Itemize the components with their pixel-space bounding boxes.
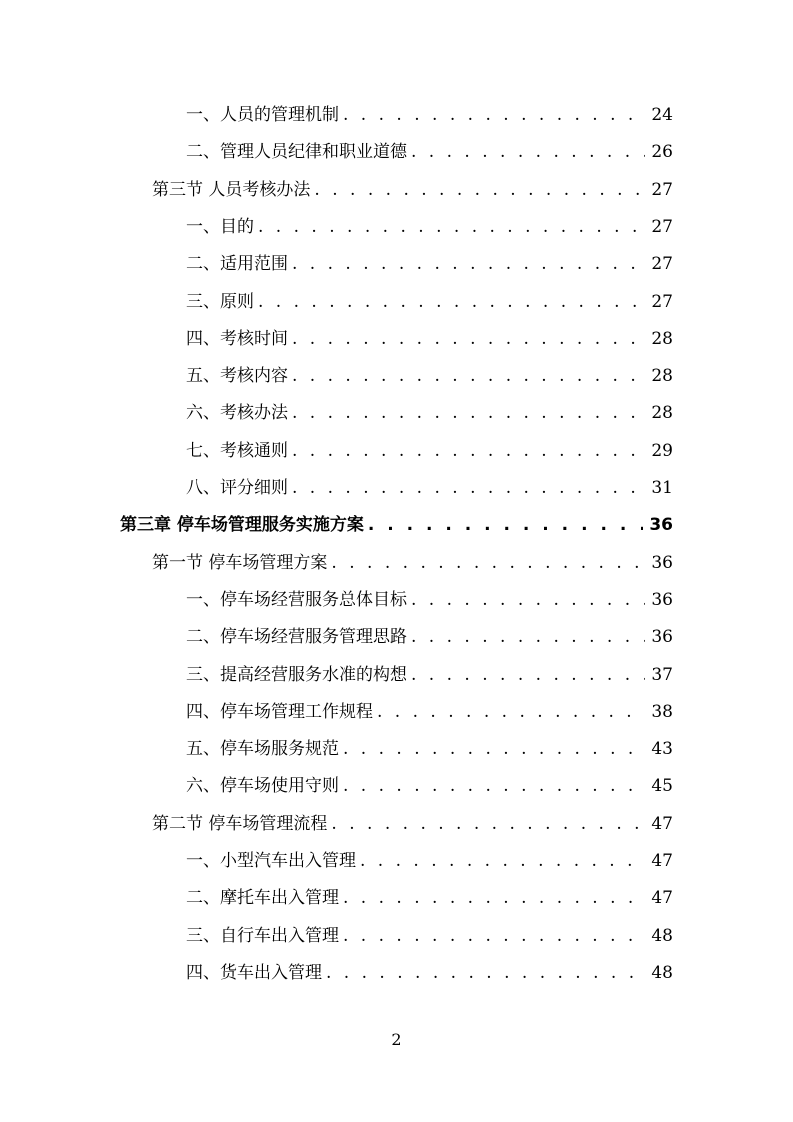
toc-entry-title: 第三节 人员考核办法 <box>152 179 311 200</box>
toc-dot-leader <box>331 548 645 578</box>
toc-entry-title: 三、自行车出入管理 <box>186 925 339 946</box>
toc-dot-leader <box>360 846 645 876</box>
toc-entry-page: 45 <box>651 776 673 797</box>
toc-dot-leader <box>343 921 645 951</box>
toc-entry-title: 六、停车场使用守则 <box>186 776 339 797</box>
toc-entry-title: 四、考核时间 <box>186 328 288 349</box>
toc-item-entry[interactable] <box>186 921 673 951</box>
toc-entry-title: 第三章 停车场管理服务实施方案 <box>120 515 364 536</box>
toc-entry-title: 二、摩托车出入管理 <box>186 888 339 909</box>
toc-entry-title: 七、考核通则 <box>186 440 288 461</box>
toc-entry-page: 36 <box>649 515 673 536</box>
toc-entry-title: 第一节 停车场管理方案 <box>152 552 328 573</box>
toc-dot-leader <box>292 361 645 391</box>
toc-entry-page: 43 <box>651 739 673 760</box>
toc-dot-leader <box>331 809 645 839</box>
toc-dot-leader <box>343 100 645 130</box>
toc-dot-leader <box>343 771 645 801</box>
toc-entry-page: 24 <box>651 105 673 125</box>
toc-entry-page: 31 <box>651 478 673 498</box>
toc-dot-leader <box>411 585 645 615</box>
toc-section-entry[interactable] <box>152 548 673 578</box>
toc-entry-title: 第二节 停车场管理流程 <box>152 813 328 834</box>
toc-entry-title: 一、小型汽车出入管理 <box>186 851 356 871</box>
toc-item-entry[interactable] <box>186 622 673 652</box>
toc-entry-page: 47 <box>651 888 673 909</box>
toc-entry-title: 三、原则 <box>186 291 254 312</box>
toc-entry-title: 四、货车出入管理 <box>186 962 322 983</box>
toc-entry-page: 48 <box>651 925 673 946</box>
toc-dot-leader <box>411 622 645 652</box>
toc-item-entry[interactable] <box>186 212 673 242</box>
toc-item-entry[interactable] <box>186 361 673 391</box>
page-number: 2 <box>391 1030 402 1049</box>
toc-dot-leader <box>343 883 645 913</box>
toc-entry-page: 47 <box>651 851 673 871</box>
toc-item-entry[interactable] <box>186 660 673 690</box>
toc-dot-leader <box>292 324 645 354</box>
toc-item-entry[interactable] <box>186 958 673 988</box>
toc-item-entry[interactable] <box>186 697 673 727</box>
toc-item-entry[interactable] <box>186 436 673 466</box>
toc-entry-title: 一、人员的管理机制 <box>186 105 339 125</box>
toc-entry-title: 二、管理人员纪律和职业道德 <box>186 142 407 163</box>
toc-item-entry[interactable] <box>186 249 673 279</box>
toc-section-entry[interactable] <box>152 175 673 205</box>
toc-entry-title: 六、考核办法 <box>186 403 288 424</box>
toc-entry-title: 四、停车场管理工作规程 <box>186 701 373 722</box>
toc-dot-leader <box>377 697 645 727</box>
toc-entry-page: 29 <box>651 440 673 461</box>
toc-entry-title: 一、停车场经营服务总体目标 <box>186 589 407 610</box>
toc-item-entry[interactable] <box>186 137 673 167</box>
toc-entry-title: 八、评分细则 <box>186 478 288 498</box>
toc-entry-page: 28 <box>651 403 673 424</box>
toc-dot-leader <box>326 958 645 988</box>
toc-entry-page: 48 <box>651 962 673 983</box>
toc-entry-title: 三、提高经营服务水准的构想 <box>186 664 407 685</box>
toc-entry-page: 28 <box>651 366 673 387</box>
toc-item-entry[interactable] <box>186 771 673 801</box>
toc-chapter-entry[interactable] <box>120 510 673 540</box>
toc-item-entry[interactable] <box>186 734 673 764</box>
toc-dot-leader <box>292 398 645 428</box>
toc-item-entry[interactable] <box>186 846 673 876</box>
toc-entry-page: 36 <box>651 627 673 648</box>
toc-dot-leader <box>368 510 643 540</box>
toc-item-entry[interactable] <box>186 585 673 615</box>
toc-item-entry[interactable] <box>186 473 673 503</box>
toc-dot-leader <box>411 660 645 690</box>
toc-entry-page: 38 <box>651 701 673 722</box>
toc-dot-leader <box>411 137 645 167</box>
toc-dot-leader <box>343 734 645 764</box>
toc-item-entry[interactable] <box>186 100 673 130</box>
toc-item-entry[interactable] <box>186 398 673 428</box>
toc-entry-page: 26 <box>651 142 673 163</box>
toc-entry-title: 二、适用范围 <box>186 254 288 275</box>
toc-entry-page: 37 <box>651 664 673 685</box>
toc-entry-page: 27 <box>651 254 673 275</box>
toc-entry-page: 47 <box>651 813 673 834</box>
toc-entry-title: 一、目的 <box>186 216 254 237</box>
toc-dot-leader <box>292 249 645 279</box>
toc-entry-page: 36 <box>651 589 673 610</box>
toc-entry-title: 五、停车场服务规范 <box>186 739 339 760</box>
toc-section-entry[interactable] <box>152 809 673 839</box>
toc-entry-page: 27 <box>651 216 673 237</box>
toc-item-entry[interactable] <box>186 287 673 317</box>
toc-dot-leader <box>292 473 645 503</box>
toc-entry-page: 27 <box>651 291 673 312</box>
toc-entry-page: 27 <box>651 179 673 200</box>
toc-entry-page: 28 <box>651 328 673 349</box>
toc-dot-leader <box>314 175 645 205</box>
toc-entry-title: 二、停车场经营服务管理思路 <box>186 627 407 648</box>
toc-entry-title: 五、考核内容 <box>186 366 288 387</box>
toc-item-entry[interactable] <box>186 324 673 354</box>
toc-dot-leader <box>258 287 645 317</box>
toc-dot-leader <box>292 436 645 466</box>
toc-dot-leader <box>258 212 645 242</box>
toc-item-entry[interactable] <box>186 883 673 913</box>
toc-entry-page: 36 <box>651 552 673 573</box>
